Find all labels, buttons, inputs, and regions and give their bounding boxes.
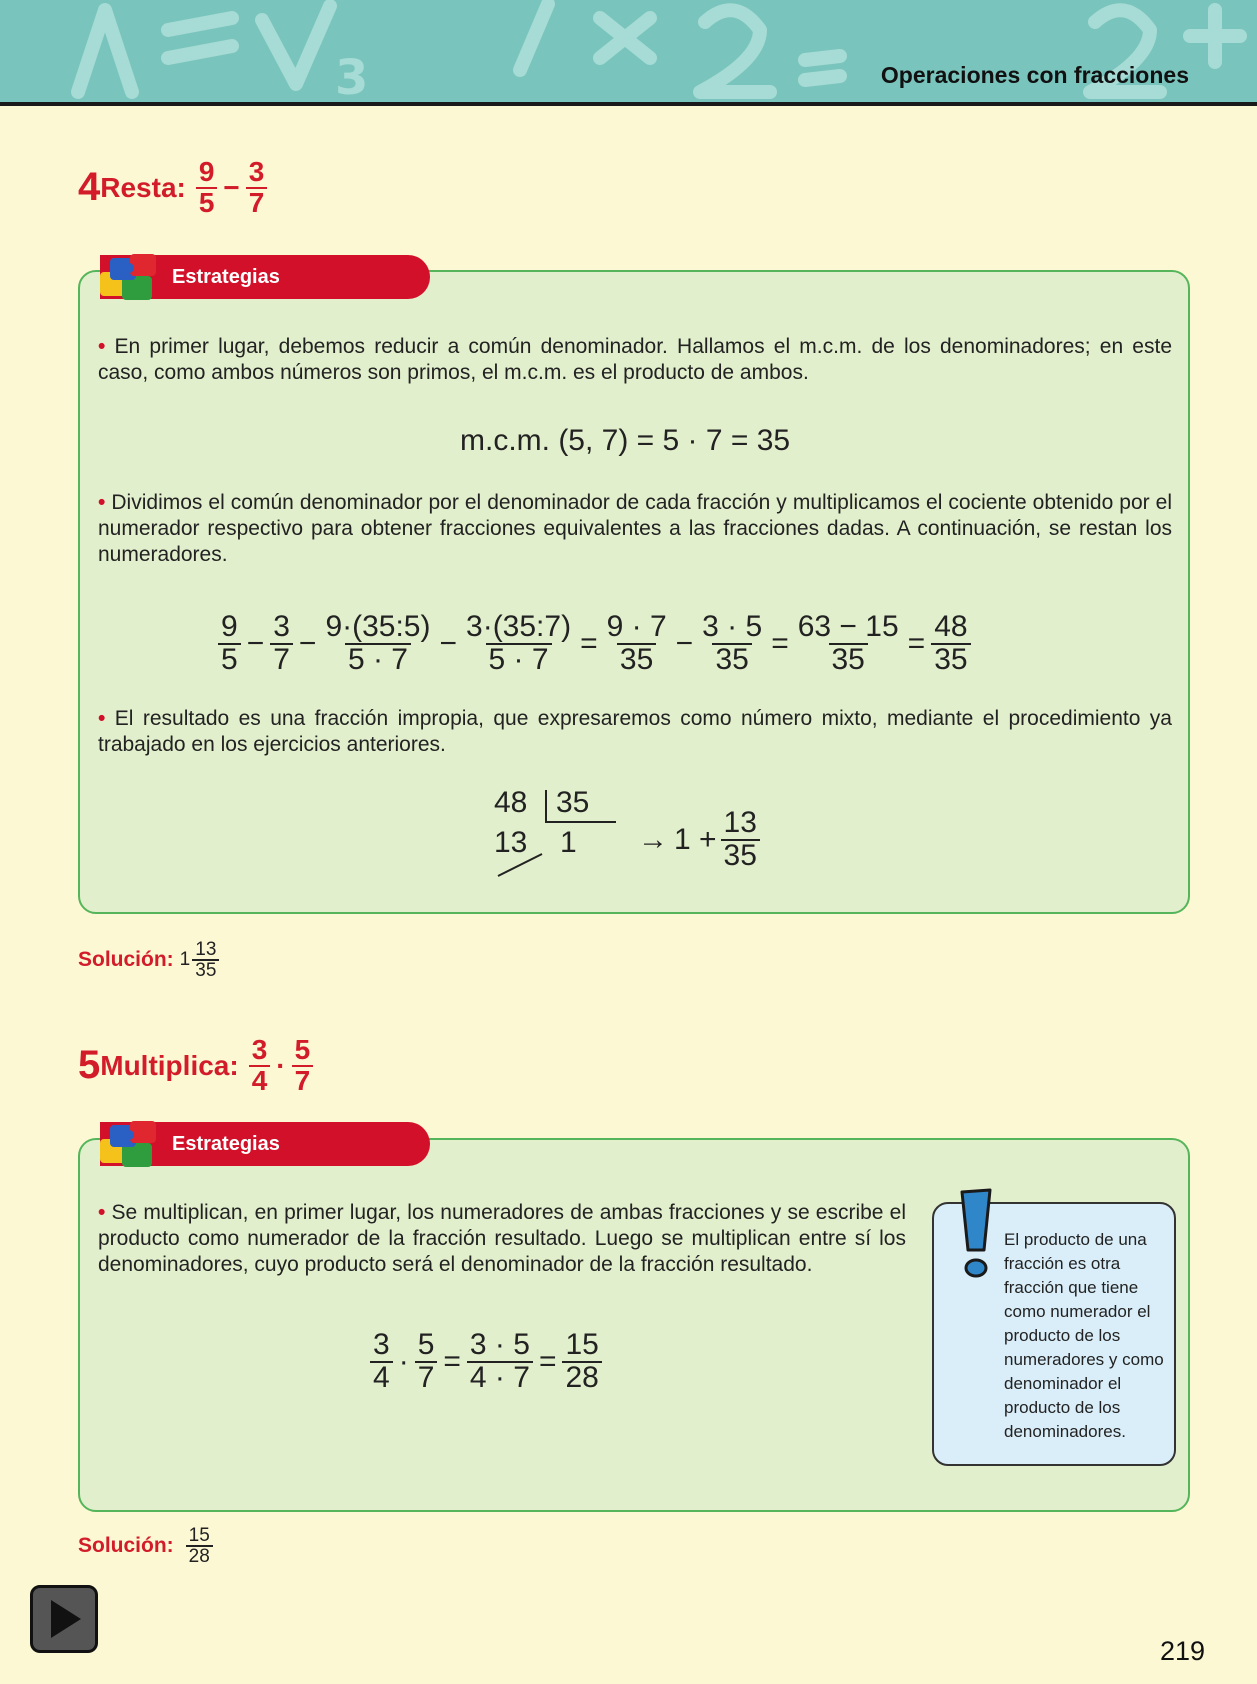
exclamation-icon [956, 1188, 996, 1284]
solution-4 [78, 940, 221, 981]
quotient: 1 [560, 826, 577, 859]
fraction: $\frac{3\cdot(35:7)}{5 \cdot 7}$ [466, 610, 572, 676]
strategy-paragraph: • Dividimos el común denominador por el denominador de cada fracción y multiplicamos el cociente obtenido por el numerador respectivo para obtener fracciones equivalentes a las fracciones dadas. A continuación, se restan los numeradores. [98, 491, 1172, 566]
fraction: $\frac{3}{4}$ [370, 1330, 393, 1393]
page-header [0, 0, 1257, 106]
fraction: $\frac{3}{7}$ [270, 612, 293, 675]
exercise-4-title [78, 158, 269, 217]
fraction: $\frac{9}{5}$ [196, 158, 218, 217]
puzzle-icon [96, 1117, 166, 1173]
arrow-icon: → [638, 822, 668, 856]
fraction: $\frac{9\cdot(35:5)}{5 \cdot 7}$ [325, 610, 431, 676]
fraction: $\frac{5}{7}$ [292, 1036, 314, 1095]
play-icon [33, 1588, 95, 1650]
exercise-number: 5 [78, 1043, 101, 1088]
fraction: $\frac{15}{28}$ [562, 1330, 601, 1393]
fraction: $\frac{9 \cdot 7}{35}$ [606, 610, 667, 676]
fraction: $\frac{15}{28}$ [186, 1526, 213, 1567]
puzzle-icon [96, 250, 166, 306]
operator: · [276, 1049, 286, 1081]
fraction: $\frac{48}{35}$ [931, 612, 970, 675]
fraction: $\frac{3 \cdot 5}{4 \cdot 7}$ [467, 1330, 533, 1393]
fraction: $\frac{13}{35}$ [721, 808, 760, 871]
solution-value [184, 1526, 215, 1567]
strategy-paragraph: • El resultado es una fracción impropia, que expresaremos como número mixto, mediante el procedimiento ya trabajado en los ejercicios anteriores. [98, 707, 1172, 756]
remainder: 13 [494, 826, 528, 859]
fraction: $\frac{13}{35}$ [192, 940, 219, 981]
strategy-tab: Estrategias [100, 255, 430, 299]
subtraction-equation: $\frac{9}{5}$ − $\frac{3}{7}$ − $\frac{9\cdot(35:5)}{5 \cdot 7}$ − $\frac{3\cdot(35:7)}{5 \cdot 7}$ = $\frac{9 \cdot 7}{35}$ − $\frac{3 \cdot 5}{35}$ = $\frac{63 - 15}{35}$ = $\frac{48}{35}$ [216, 612, 973, 675]
page-number: 219 [1159, 1636, 1205, 1666]
mixed-number-result: → 1 + $\frac{13}{35}$ [634, 808, 762, 871]
long-division [494, 786, 624, 882]
fraction: $\frac{3}{4}$ [249, 1036, 271, 1095]
strategy-paragraph: • Se multiplican, en primer lugar, los numeradores de ambas fracciones y se escribe el producto como numerador de la fracción resultado. Luego se multiplican entre sí los denominadores, cuyo producto será el denominador de la fracción resultado. [98, 1201, 906, 1276]
fraction: $\frac{5}{7}$ [415, 1330, 438, 1393]
strategy-paragraph: • En primer lugar, debemos reducir a común denominador. Hallamos el m.c.m. de los denominadores; en este caso, como ambos números son primos, el m.c.m. es el producto de ambos. [98, 335, 1173, 384]
fraction: $\frac{63 - 15}{35}$ [797, 610, 899, 676]
solution-label: Solución: [78, 1534, 174, 1558]
note-text: El producto de una fracción es otra fracción que tiene como numerador el producto de los numeradores y como denominador el producto de los denominadores. [1004, 1230, 1164, 1441]
fraction: $\frac{3}{7}$ [246, 158, 268, 217]
solution-label: Solución: [78, 948, 174, 972]
svg-text:3: 3 [335, 50, 369, 102]
dividend: 48 [494, 786, 528, 819]
operator: − [223, 171, 240, 203]
exercise-5-title [78, 1036, 315, 1095]
solution-value: 1 $\frac{13}{35}$ [180, 940, 222, 981]
multiplication-equation: $\frac{3}{4}$ · $\frac{5}{7}$ = $\frac{3 \cdot 5}{4 \cdot 7}$ = $\frac{15}{28}$ [368, 1330, 604, 1393]
strategy-tab: Estrategias [100, 1122, 430, 1166]
exercise-label: Multiplica: [100, 1049, 239, 1081]
exercise-label: Resta: [100, 171, 186, 203]
solution-5 [78, 1526, 215, 1567]
division-bracket [494, 786, 624, 882]
play-button[interactable] [30, 1585, 98, 1653]
fraction: $\frac{3 \cdot 5}{35}$ [702, 610, 763, 676]
note-box [932, 1202, 1176, 1466]
lcm-equation: m.c.m. (5, 7) = 5 · 7 = 35 [460, 424, 791, 457]
fraction: $\frac{9}{5}$ [218, 612, 241, 675]
divisor: 35 [556, 786, 590, 819]
header-title: Operaciones con fracciones [880, 62, 1189, 88]
exercise-number: 4 [78, 165, 101, 210]
